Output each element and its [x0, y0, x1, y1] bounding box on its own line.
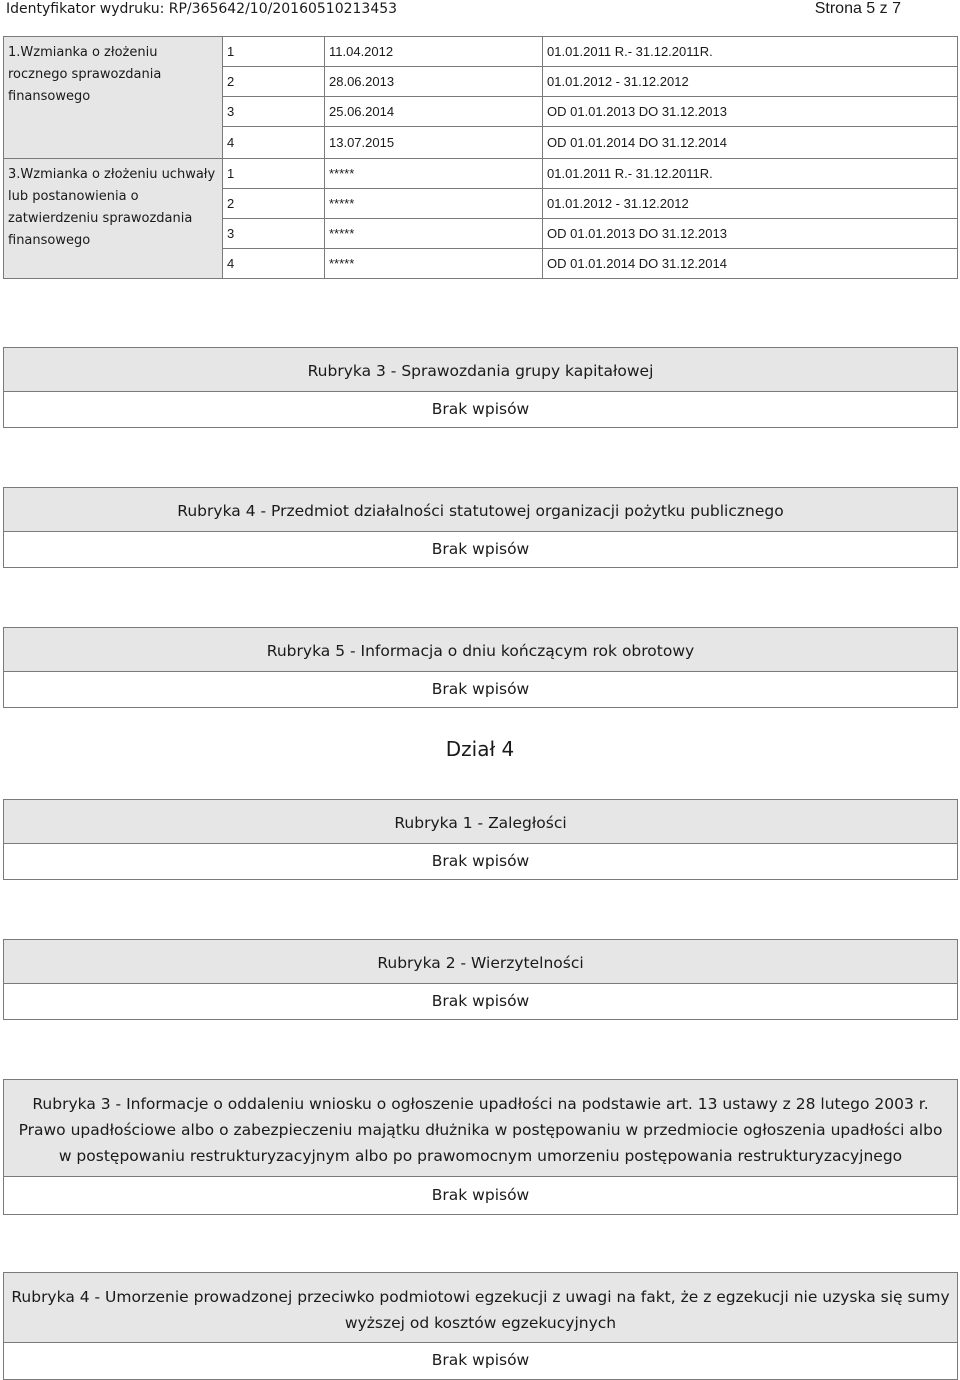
section-rubryka-1-arrears: [3, 799, 958, 880]
entry-period: OD 01.01.2013 DO 31.12.2013: [543, 219, 958, 249]
section-title: Rubryka 3 - Sprawozdania grupy kapitałowej: [4, 348, 957, 391]
section-rubryka-3-capital-group: [3, 347, 958, 428]
entry-number: 3: [223, 97, 325, 127]
section-body: Brak wpisów: [4, 843, 957, 879]
section-body: Brak wpisów: [4, 391, 957, 427]
entry-number: 2: [223, 67, 325, 97]
entry-date: *****: [325, 189, 543, 219]
section-body: Brak wpisów: [4, 983, 957, 1019]
page-header: [0, 0, 960, 22]
page-number: Strona 5 z 7: [814, 0, 901, 17]
entry-period: OD 01.01.2014 DO 31.12.2014: [543, 249, 958, 279]
section-title: Rubryka 3 - Informacje o oddaleniu wniosku o ogłoszenie upadłości na podstawie art. 13 ustawy z 28 lutego 2003 r. Prawo upadłościowe albo o zabezpieczeniu majątku dłużnika w postępowaniu w przedmiocie ogłoszenia upadłości albo w postępowaniu restrukturyzacyjnym albo po prawomocnym umorzeniu postępowania restrukturyzacyjnego: [4, 1080, 957, 1176]
entry-number: 2: [223, 189, 325, 219]
entry-period: OD 01.01.2014 DO 31.12.2014: [543, 127, 958, 159]
entry-number: 4: [223, 127, 325, 159]
section-body: Brak wpisów: [4, 671, 957, 707]
entry-number: 1: [223, 37, 325, 67]
section-title: Rubryka 4 - Umorzenie prowadzonej przeciwko podmiotowi egzekucji z uwagi na fakt, że z egzekucji nie uzyska się sumy wyższej od kosztów egzekucyjnych: [4, 1273, 957, 1342]
section-body: Brak wpisów: [4, 1176, 957, 1214]
section-title: Rubryka 2 - Wierzytelności: [4, 940, 957, 983]
section-rubryka-4-enforcement-discontinued: [3, 1272, 958, 1380]
division-heading: Dział 4: [445, 737, 515, 761]
print-identifier: Identyfikator wydruku: RP/365642/10/20160510213453: [6, 1, 398, 17]
section-body: Brak wpisów: [4, 531, 957, 567]
entry-date: 28.06.2013: [325, 67, 543, 97]
entry-date: *****: [325, 219, 543, 249]
section-body: Brak wpisów: [4, 1342, 957, 1379]
entry-period: 01.01.2011 R.- 31.12.2011R.: [543, 37, 958, 67]
section-title: Rubryka 4 - Przedmiot działalności statutowej organizacji pożytku publicznego: [4, 488, 957, 531]
section-rubryka-5-fiscal-year-end: [3, 627, 958, 708]
entry-date: 13.07.2015: [325, 127, 543, 159]
entry-period: 01.01.2012 - 31.12.2012: [543, 67, 958, 97]
entry-date: *****: [325, 249, 543, 279]
section-title: Rubryka 5 - Informacja o dniu kończącym rok obrotowy: [4, 628, 957, 671]
entry-number: 4: [223, 249, 325, 279]
entry-date: 11.04.2012: [325, 37, 543, 67]
entry-period: 01.01.2012 - 31.12.2012: [543, 189, 958, 219]
row-label-annual-report: 1.Wzmianka o złożeniu rocznego sprawozdania finansowego: [4, 37, 223, 159]
entry-period: OD 01.01.2013 DO 31.12.2013: [543, 97, 958, 127]
entry-number: 1: [223, 159, 325, 189]
section-rubryka-3-bankruptcy-info: [3, 1079, 958, 1215]
row-label-approval-resolution: 3.Wzmianka o złożeniu uchwały lub postanowienia o zatwierdzeniu sprawozdania finansowego: [4, 159, 223, 279]
section-rubryka-2-receivables: [3, 939, 958, 1020]
entry-date: 25.06.2014: [325, 97, 543, 127]
section-rubryka-4-statutory-activity: [3, 487, 958, 568]
financial-statements-table: [3, 36, 958, 279]
entry-date: *****: [325, 159, 543, 189]
section-title: Rubryka 1 - Zaległości: [4, 800, 957, 843]
entry-period: 01.01.2011 R.- 31.12.2011R.: [543, 159, 958, 189]
entry-number: 3: [223, 219, 325, 249]
